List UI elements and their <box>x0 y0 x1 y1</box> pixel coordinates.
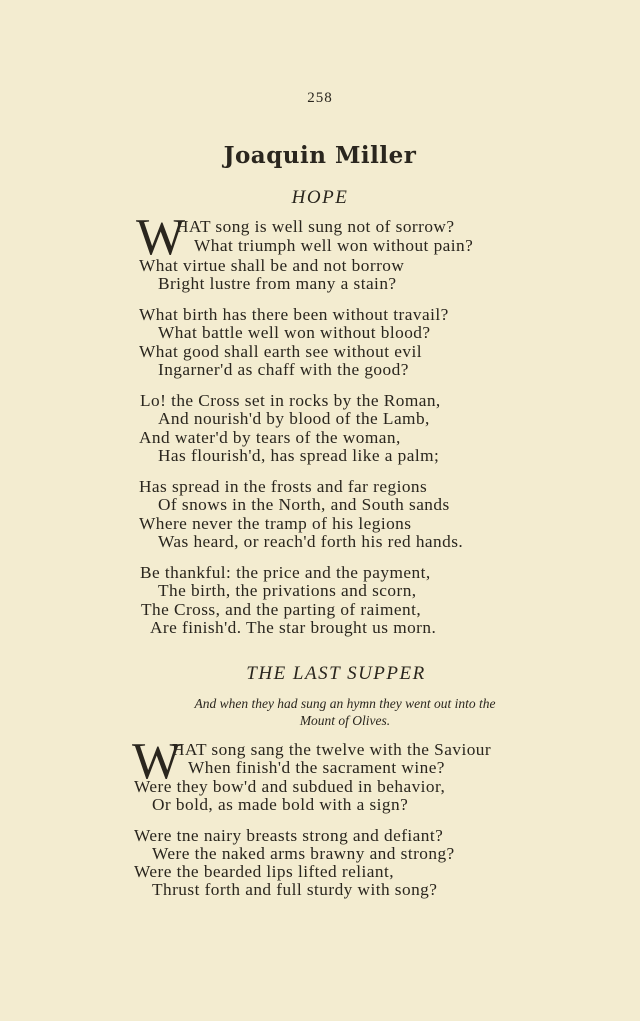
poem-line: The Cross, and the parting of raiment, <box>141 600 422 619</box>
epigraph-line: And when they had sung an hymn they went out into the <box>194 696 496 711</box>
poem-line: Of snows in the North, and South sands <box>158 495 450 514</box>
poem-line: Were they bow'd and subdued in behavior, <box>134 777 446 796</box>
poem-line: Has spread in the frosts and far regions <box>139 477 428 496</box>
poem-line: What battle well won without blood? <box>158 323 431 342</box>
poem-title-last-supper: THE LAST SUPPER <box>246 663 426 684</box>
poem-line: Bright lustre from many a stain? <box>158 274 397 293</box>
poem-line: Were tne nairy breasts strong and defiant? <box>134 826 444 845</box>
poem-line: And water'd by tears of the woman, <box>139 428 401 447</box>
drop-cap: W <box>132 733 182 790</box>
poem-line: Be thankful: the price and the payment, <box>140 563 431 582</box>
author-heading: Joaquin Miller <box>223 142 417 169</box>
poem-line: Are finish'd. The star brought us morn. <box>150 618 437 637</box>
drop-cap: W <box>136 209 186 266</box>
poem-line: What good shall earth see without evil <box>139 342 422 361</box>
poem-title-hope: HOPE <box>291 187 349 208</box>
poem-line: HAT song is well sung not of sorrow? <box>176 217 455 236</box>
poem-line: Thrust forth and full sturdy with song? <box>152 880 438 899</box>
poem-line: Or bold, as made bold with a sign? <box>152 795 409 814</box>
poem-line: HAT song sang the twelve with the Saviour <box>172 740 492 759</box>
poem-line: What virtue shall be and not borrow <box>139 256 405 275</box>
poem-line: When finish'd the sacrament wine? <box>188 758 445 777</box>
poem-line: Were the bearded lips lifted reliant, <box>134 862 394 881</box>
page-number: 258 <box>307 90 333 106</box>
poem-line: Were the naked arms brawny and strong? <box>152 844 455 863</box>
poem-line: Has flourish'd, has spread like a palm; <box>158 446 440 465</box>
poem-line: Was heard, or reach'd forth his red hands. <box>158 532 464 551</box>
poem-line: Lo! the Cross set in rocks by the Roman, <box>140 391 441 410</box>
poem-line: And nourish'd by blood of the Lamb, <box>158 409 430 428</box>
poem-line: Ingarner'd as chaff with the good? <box>158 360 409 379</box>
poem-line: What birth has there been without travail? <box>139 305 449 324</box>
poem-line: The birth, the privations and scorn, <box>158 581 417 600</box>
poem-line: What triumph well won without pain? <box>194 236 474 255</box>
poem-line: Where never the tramp of his legions <box>139 514 412 533</box>
epigraph-line: Mount of Olives. <box>299 713 391 728</box>
